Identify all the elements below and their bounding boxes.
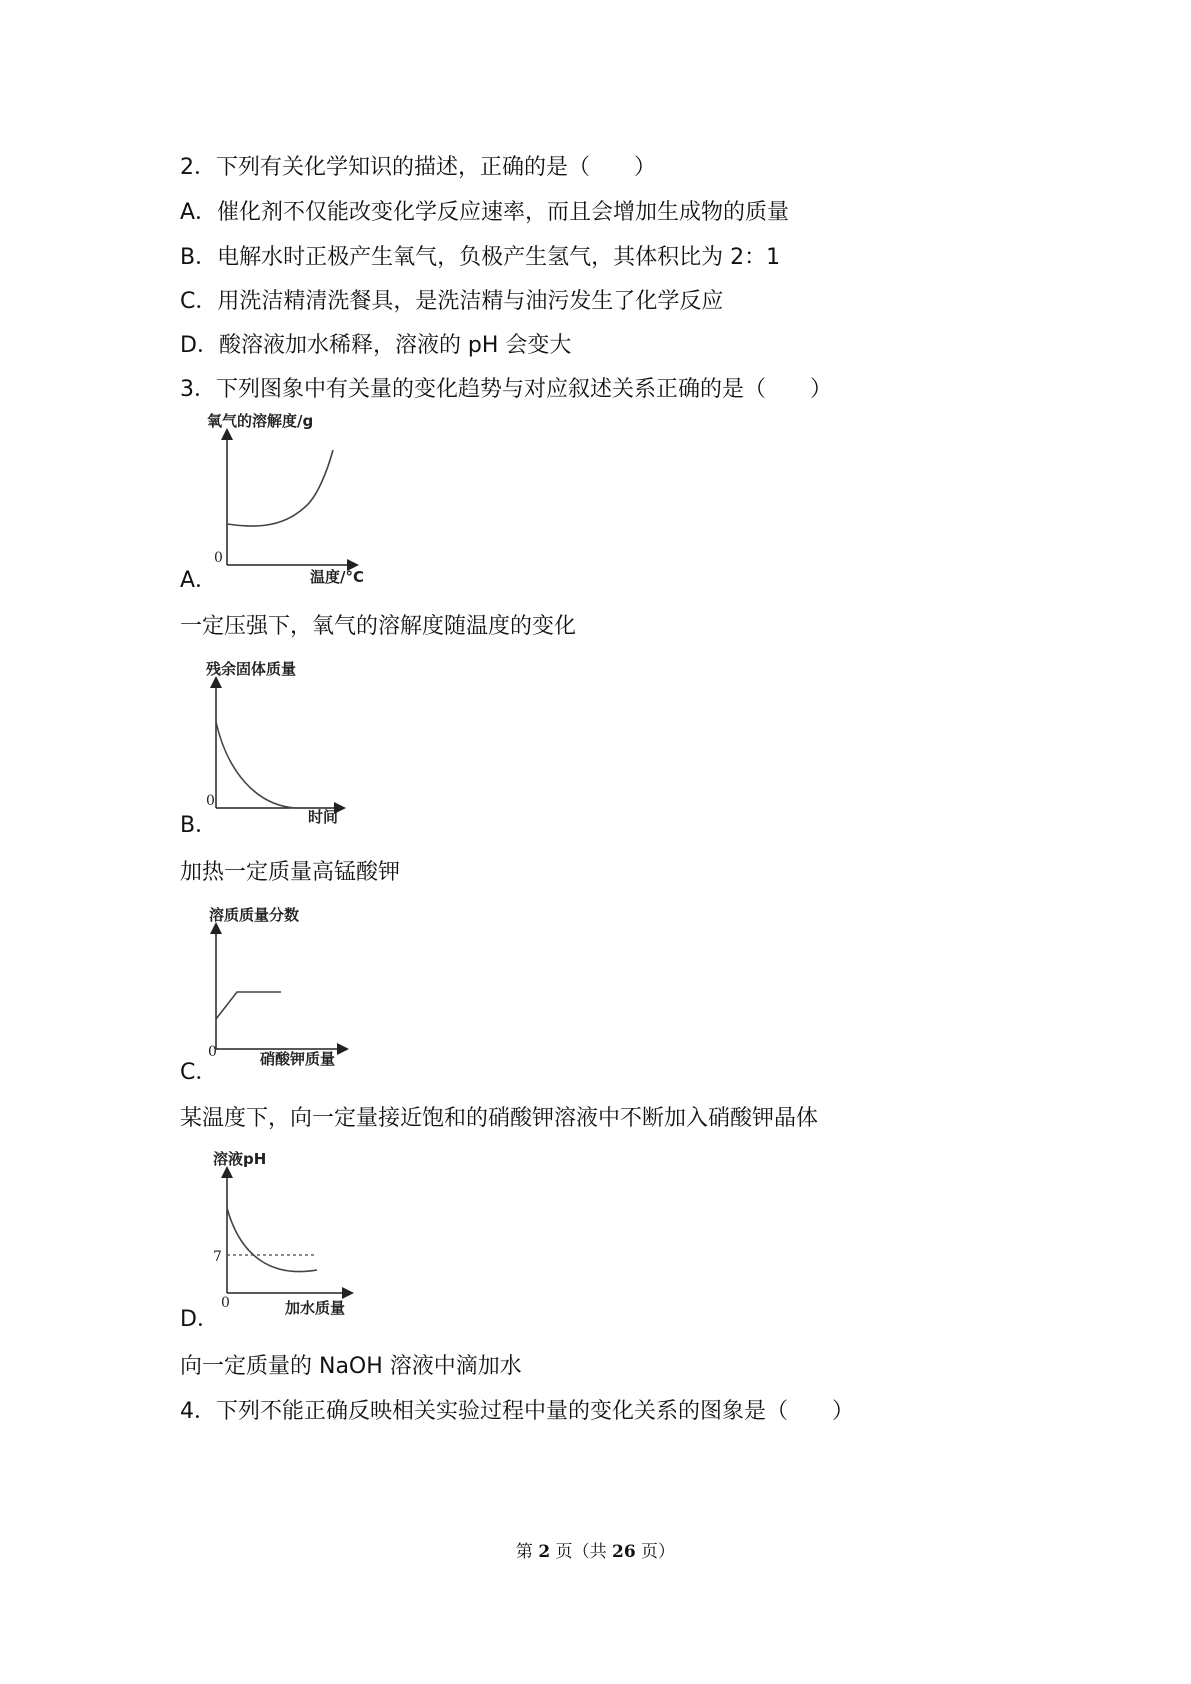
graph-b <box>205 660 405 830</box>
graph-b-origin: 0 <box>206 793 215 809</box>
graph-a-ylabel: 氧气的溶解度/g <box>207 412 314 430</box>
q3-option-b-letter: B． <box>180 813 218 838</box>
graph-a-xlabel: 温度/°C <box>310 568 364 586</box>
page-footer <box>0 1540 1191 1564</box>
footer-suffix: 页） <box>635 1542 676 1562</box>
graph-c <box>205 906 405 1076</box>
graph-a <box>205 412 405 586</box>
q2-option-d: D．酸溶液加水稀释，溶液的 pH 会变大 <box>180 333 572 358</box>
q3-option-d-letter: D． <box>180 1307 219 1332</box>
graph-a-curve <box>227 450 333 526</box>
footer-middle: 页（共 <box>550 1542 612 1562</box>
footer-page-number: 2 <box>538 1542 551 1562</box>
graph-b-ylabel: 残余固体质量 <box>206 660 297 678</box>
graph-c-origin: 0 <box>208 1044 217 1060</box>
graph-d-xlabel: 加水质量 <box>285 1299 346 1317</box>
q3-option-c-caption: 某温度下，向一定量接近饱和的硝酸钾溶液中不断加入硝酸钾晶体 <box>180 1106 819 1131</box>
graph-d-ylabel: 溶液pH <box>213 1150 267 1168</box>
q3-option-a-letter: A． <box>180 568 218 593</box>
q2-stem: 2．下列有关化学知识的描述，正确的是（ ） <box>180 155 656 180</box>
q2-option-b: B．电解水时正极产生氧气，负极产生氢气，其体积比为 2：1 <box>180 245 781 270</box>
graph-d-origin: 0 <box>221 1295 230 1311</box>
q3-option-a-caption: 一定压强下，氧气的溶解度随温度的变化 <box>180 614 577 639</box>
q4-stem: 4．下列不能正确反映相关实验过程中量的变化关系的图象是（ ） <box>180 1399 854 1424</box>
q2-option-a: A．催化剂不仅能改变化学反应速率，而且会增加生成物的质量 <box>180 200 790 225</box>
graph-b-xlabel: 时间 <box>308 808 339 826</box>
graph-c-xlabel: 硝酸钾质量 <box>260 1050 336 1068</box>
graph-d <box>205 1150 405 1320</box>
graph-a-origin: 0 <box>214 550 223 566</box>
q2-option-c: C．用洗洁精清洗餐具，是洗洁精与油污发生了化学反应 <box>180 289 724 314</box>
graph-d-curve <box>227 1208 317 1272</box>
q3-stem: 3．下列图象中有关量的变化趋势与对应叙述关系正确的是（ ） <box>180 377 832 402</box>
q3-option-c-letter: C． <box>180 1060 218 1085</box>
graph-d-ymark: 7 <box>213 1249 222 1265</box>
graph-b-curve <box>216 722 295 808</box>
footer-total-pages: 26 <box>611 1542 636 1562</box>
graph-c-ylabel: 溶质质量分数 <box>209 906 300 924</box>
q3-option-b-caption: 加热一定质量高锰酸钾 <box>180 860 401 885</box>
graph-c-curve <box>216 992 281 1019</box>
q3-option-d-caption: 向一定质量的 NaOH 溶液中滴加水 <box>180 1354 522 1379</box>
footer-prefix: 第 <box>515 1542 539 1562</box>
